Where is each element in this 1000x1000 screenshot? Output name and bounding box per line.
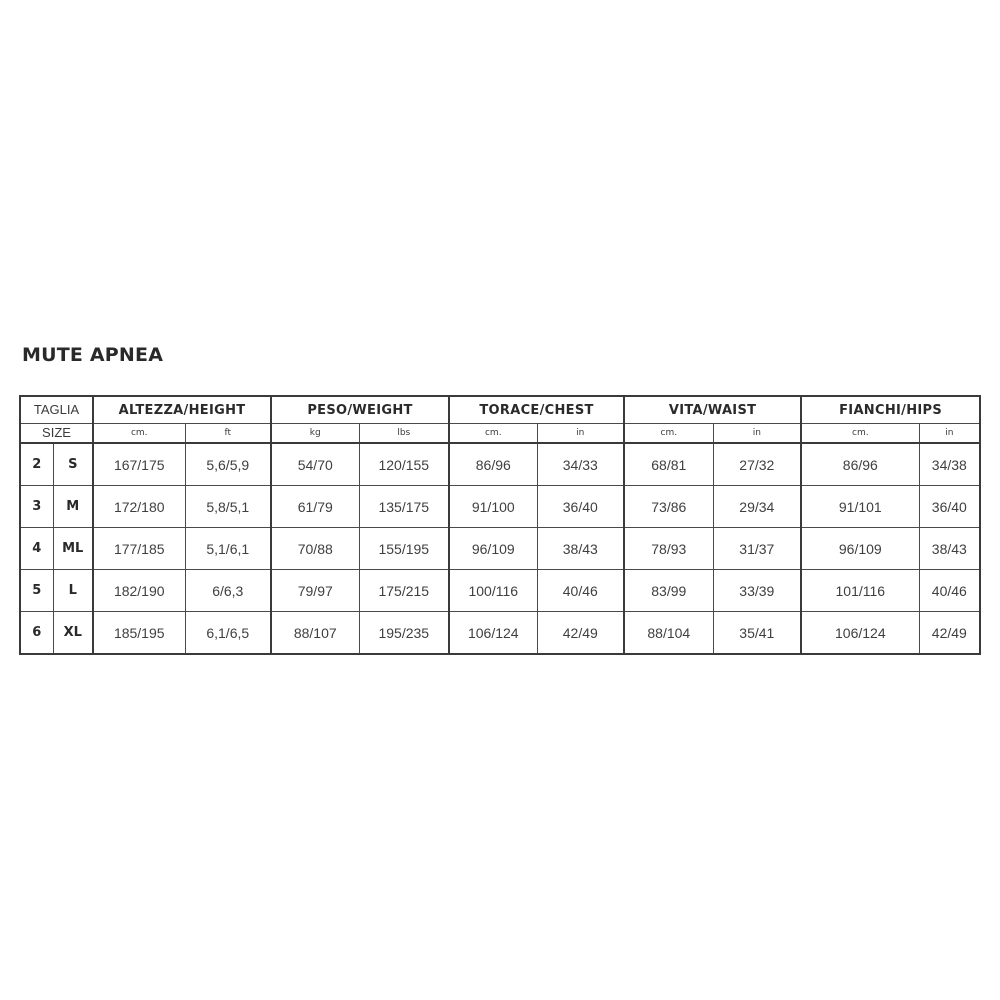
height-ft-cell: 5,1/6,1	[185, 528, 271, 570]
weight-kg-cell: 70/88	[271, 528, 359, 570]
waist-in-cell: 27/32	[713, 443, 801, 486]
chest-cm-cell: 106/124	[449, 612, 537, 655]
waist-in-cell: 31/37	[713, 528, 801, 570]
table-row-size-5	[20, 570, 980, 612]
unit-waist-in: in	[713, 424, 801, 444]
weight-lbs-cell: 155/195	[359, 528, 449, 570]
chest-cm-cell: 100/116	[449, 570, 537, 612]
chest-in-cell: 34/33	[537, 443, 624, 486]
height-ft-cell: 6,1/6,5	[185, 612, 271, 655]
waist-cm-cell: 83/99	[624, 570, 713, 612]
size-letter: M	[53, 486, 93, 528]
chest-cm-cell: 91/100	[449, 486, 537, 528]
unit-height-cm: cm.	[93, 424, 185, 444]
waist-cm-cell: 68/81	[624, 443, 713, 486]
table-row-size-3	[20, 486, 980, 528]
group-header-height: ALTEZZA/HEIGHT	[93, 396, 271, 424]
hips-cm-cell: 86/96	[801, 443, 919, 486]
unit-hips-cm: cm.	[801, 424, 919, 444]
size-header-sub	[20, 424, 93, 444]
waist-cm-cell: 73/86	[624, 486, 713, 528]
waist-in-cell: 29/34	[713, 486, 801, 528]
hips-cm-cell: 101/116	[801, 570, 919, 612]
size-letter: S	[53, 443, 93, 486]
size-chart-table	[19, 395, 981, 655]
height-cm-cell: 182/190	[93, 570, 185, 612]
hips-in-cell: 34/38	[919, 443, 980, 486]
size-letter: ML	[53, 528, 93, 570]
chest-in-cell: 36/40	[537, 486, 624, 528]
table-row-size-2	[20, 443, 980, 486]
height-cm-cell: 185/195	[93, 612, 185, 655]
size-number: 3	[20, 486, 53, 528]
waist-cm-cell: 88/104	[624, 612, 713, 655]
unit-waist-cm: cm.	[624, 424, 713, 444]
height-ft-cell: 5,6/5,9	[185, 443, 271, 486]
unit-height-ft: ft	[185, 424, 271, 444]
page-title: MUTE APNEA	[22, 344, 164, 366]
weight-lbs-cell: 120/155	[359, 443, 449, 486]
waist-in-cell: 35/41	[713, 612, 801, 655]
chest-in-cell: 42/49	[537, 612, 624, 655]
size-number: 6	[20, 612, 53, 655]
height-ft-cell: 6/6,3	[185, 570, 271, 612]
weight-lbs-cell: 175/215	[359, 570, 449, 612]
weight-lbs-cell: 195/235	[359, 612, 449, 655]
unit-chest-cm: cm.	[449, 424, 537, 444]
size-header-line2: SIZE	[42, 425, 71, 440]
hips-in-cell: 36/40	[919, 486, 980, 528]
height-cm-cell: 172/180	[93, 486, 185, 528]
unit-chest-in: in	[537, 424, 624, 444]
waist-cm-cell: 78/93	[624, 528, 713, 570]
chest-cm-cell: 96/109	[449, 528, 537, 570]
group-header-waist: VITA/WAIST	[624, 396, 801, 424]
size-header-line1: TAGLIA	[33, 402, 80, 417]
size-number: 5	[20, 570, 53, 612]
height-cm-cell: 167/175	[93, 443, 185, 486]
size-number: 2	[20, 443, 53, 486]
size-header	[20, 396, 93, 424]
height-cm-cell: 177/185	[93, 528, 185, 570]
weight-kg-cell: 54/70	[271, 443, 359, 486]
size-number: 4	[20, 528, 53, 570]
size-letter: XL	[53, 612, 93, 655]
unit-hips-in: in	[919, 424, 980, 444]
hips-cm-cell: 96/109	[801, 528, 919, 570]
table-row-size-6	[20, 612, 980, 655]
hips-in-cell: 40/46	[919, 570, 980, 612]
group-header-chest: TORACE/CHEST	[449, 396, 624, 424]
chest-in-cell: 40/46	[537, 570, 624, 612]
hips-in-cell: 42/49	[919, 612, 980, 655]
table-row-size-4	[20, 528, 980, 570]
hips-in-cell: 38/43	[919, 528, 980, 570]
unit-weight-lbs: lbs	[359, 424, 449, 444]
chest-in-cell: 38/43	[537, 528, 624, 570]
hips-cm-cell: 106/124	[801, 612, 919, 655]
weight-kg-cell: 79/97	[271, 570, 359, 612]
unit-weight-kg: kg	[271, 424, 359, 444]
group-header-weight: PESO/WEIGHT	[271, 396, 449, 424]
height-ft-cell: 5,8/5,1	[185, 486, 271, 528]
waist-in-cell: 33/39	[713, 570, 801, 612]
weight-kg-cell: 88/107	[271, 612, 359, 655]
size-letter: L	[53, 570, 93, 612]
chest-cm-cell: 86/96	[449, 443, 537, 486]
hips-cm-cell: 91/101	[801, 486, 919, 528]
group-header-hips: FIANCHI/HIPS	[801, 396, 980, 424]
weight-lbs-cell: 135/175	[359, 486, 449, 528]
weight-kg-cell: 61/79	[271, 486, 359, 528]
